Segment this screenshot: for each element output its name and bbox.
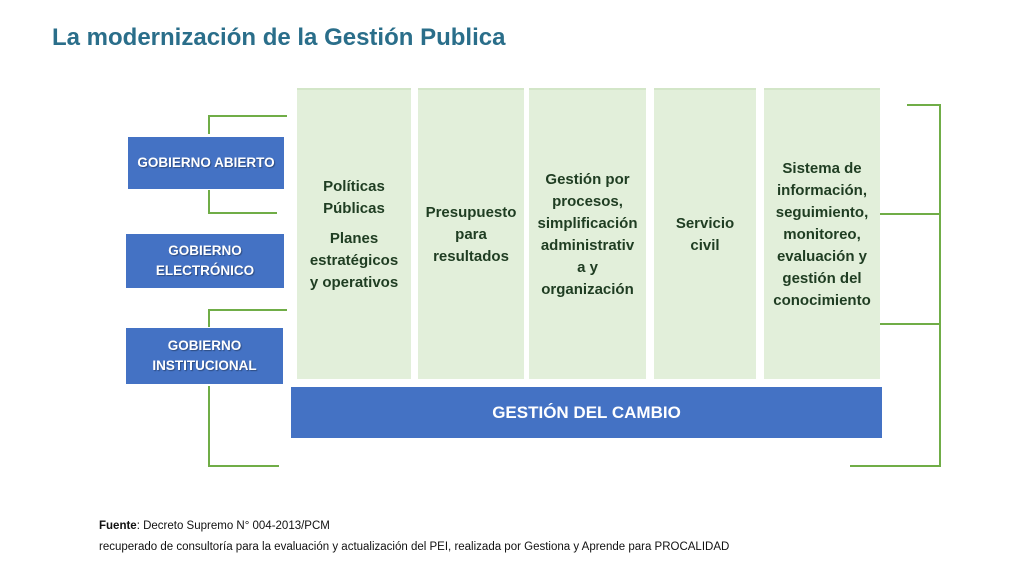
- connector-top-in: [209, 116, 287, 134]
- pillar-politicas: [297, 88, 411, 379]
- pillar-sistema-informacion: [764, 88, 880, 379]
- footer-source-value: : Decreto Supremo N° 004-2013/PCM: [136, 520, 330, 532]
- page-title: La modernización de la Gestión Publica: [52, 24, 506, 51]
- connector-institucional-top: [209, 310, 287, 327]
- pillar-servicio-civil: [654, 88, 756, 379]
- pillar-presupuesto-text: Presupuesto para resultados: [425, 203, 517, 265]
- box-gobierno-institucional: GOBIERNO INSTITUCIONAL: [126, 328, 283, 384]
- connector-abierto-bottom: [209, 190, 277, 213]
- gestion-del-cambio-bar: GESTIÓN DEL CAMBIO: [291, 387, 882, 438]
- pillar-presupuesto: [418, 88, 524, 379]
- box-gobierno-electronico: GOBIERNO ELECTRÓNICO: [126, 234, 284, 288]
- connector-bottom-loop: [209, 386, 279, 466]
- pillar-procesos: [529, 88, 646, 379]
- footer-source: [99, 520, 330, 532]
- pillar-procesos-text: Gestión por procesos, simplificación administrativ a y organización: [537, 170, 638, 298]
- footer-source-label: Fuente: [99, 520, 137, 532]
- pillar-sistema-text: Sistema de información, seguimiento, monitoreo, evaluación y gestión del conocimiento: [773, 159, 871, 309]
- box-gobierno-abierto: GOBIERNO ABIERTO: [128, 137, 284, 189]
- footer-note: recuperado de consultoría para la evaluación y actualización del PEI, realizada por Gestiona y Aprende para PROCALIDAD: [99, 541, 730, 553]
- pillar-politicas-line1: Políticas Públicas: [323, 177, 385, 217]
- pillar-servicio-text: Servicio civil: [675, 214, 735, 254]
- pillar-politicas-line2: Planes estratégicos y operativos: [309, 229, 399, 291]
